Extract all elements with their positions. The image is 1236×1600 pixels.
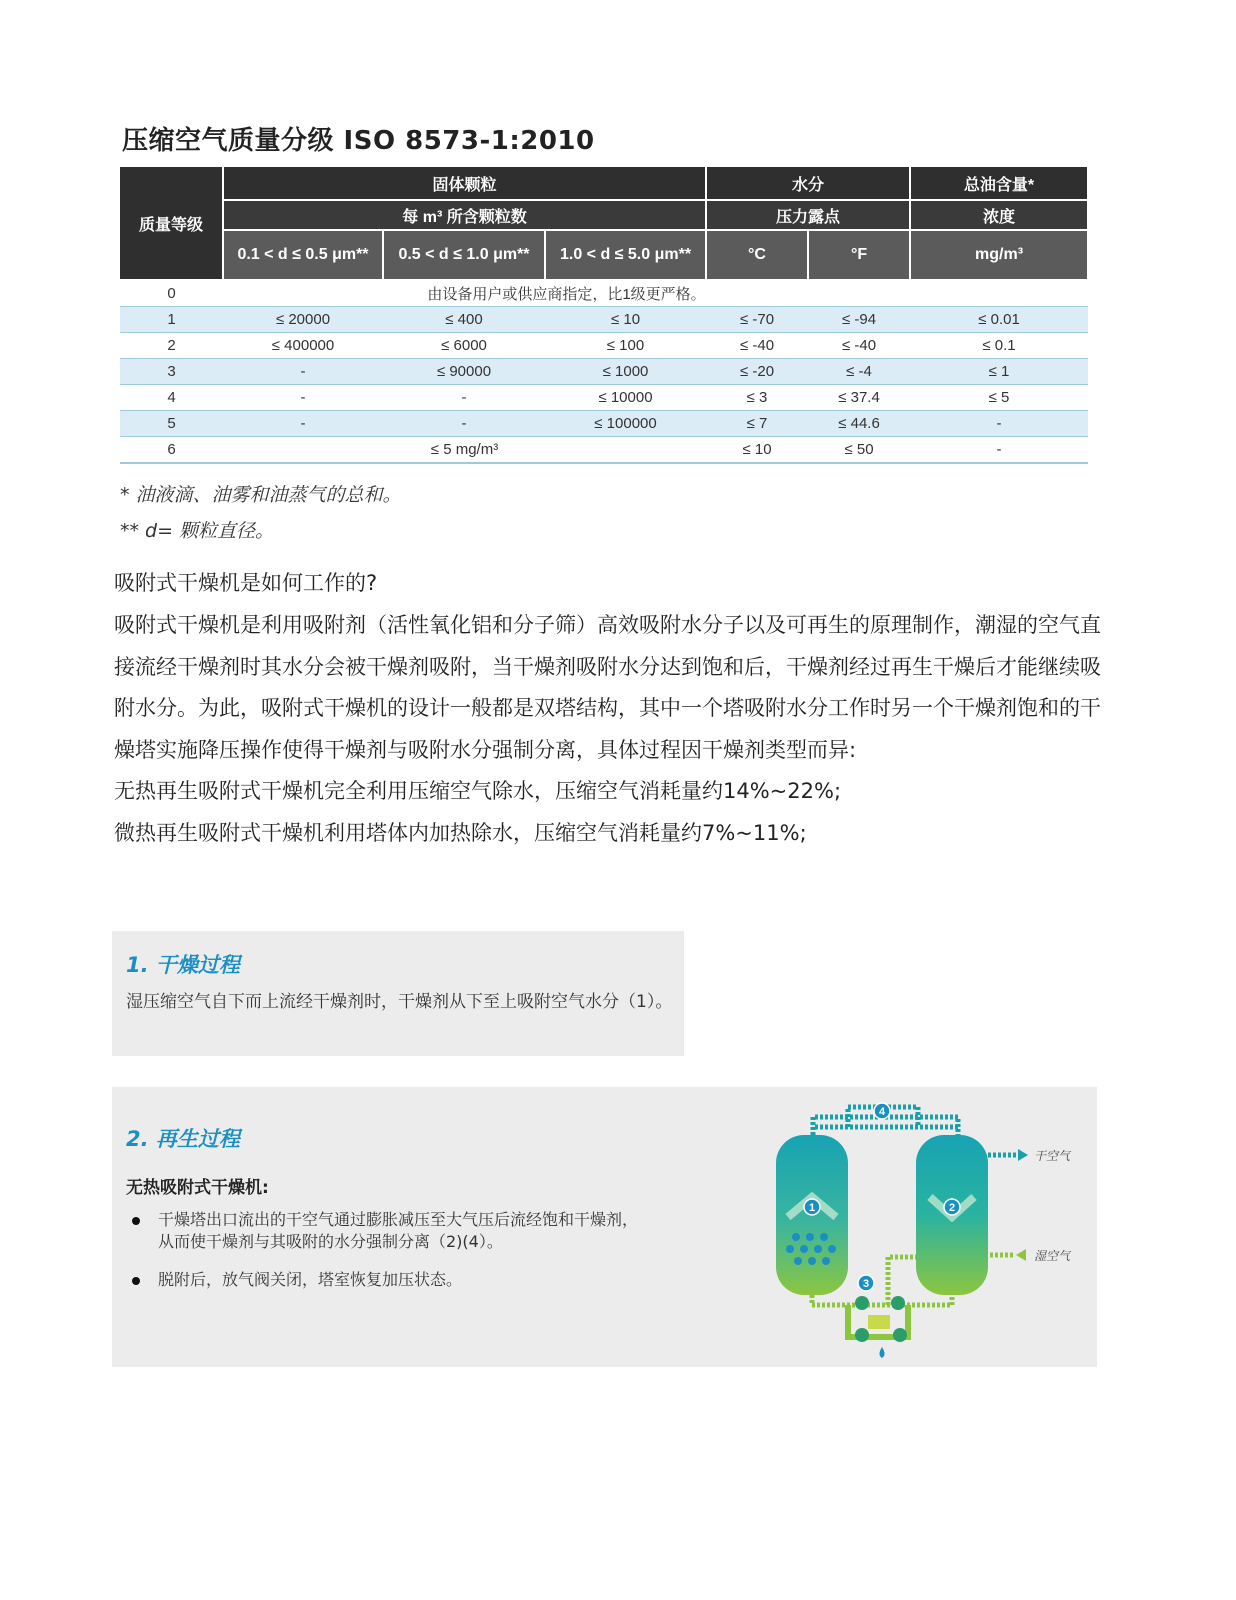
table-cell: - [910, 411, 1088, 437]
wet-air-arrow-icon [1016, 1249, 1026, 1261]
table-row [120, 385, 1088, 411]
table-row [120, 437, 1088, 464]
heatless-line: 无热再生吸附式干燥机完全利用压缩空气除水，压缩空气消耗量约14%~22%; [114, 779, 842, 804]
heated-line: 微热再生吸附式干燥机利用塔体内加热除水，压缩空气消耗量约7%~11%; [114, 820, 807, 845]
list-item-text: 干燥塔出口流出的干空气通过膨胀减压至大气压后流经饱和干燥剂，从而使干燥剂与其吸附的水分强制分离（2)(4）。 [158, 1210, 639, 1251]
bullet-icon [132, 1217, 140, 1225]
badge-4: 4 [878, 1106, 886, 1118]
table-cell: ≤ -70 [706, 307, 808, 333]
grade-cell: 3 [120, 359, 223, 385]
table-cell: ≤ -40 [808, 333, 910, 359]
table-cell: ≤ 10 [545, 307, 706, 333]
list-item [128, 1269, 648, 1291]
valve-icon [891, 1296, 905, 1310]
heatless-dryer-subhead: 无热吸附式干燥机: [126, 1178, 269, 1198]
table-cell: - [383, 411, 545, 437]
grade-cell: 5 [120, 411, 223, 437]
table-cell: - [910, 437, 1088, 464]
table-cell: ≤ 1000 [545, 359, 706, 385]
table-cell: ≤ 400000 [223, 333, 383, 359]
table-cell: - [223, 411, 383, 437]
valve-icon [855, 1328, 869, 1342]
grade0-description: 由设备用户或供应商指定，比1级更严格。 [223, 280, 910, 307]
empty-cell [910, 280, 1088, 307]
table-cell: ≤ 3 [706, 385, 808, 411]
footnote-diameter: ** d= 颗粒直径。 [120, 520, 275, 542]
table-row [120, 359, 1088, 385]
badge-3: 3 [862, 1278, 870, 1290]
grade-cell: 2 [120, 333, 223, 359]
grade-cell: 1 [120, 307, 223, 333]
header-grade: 质量等级 [120, 166, 223, 280]
list-item-text: 脱附后，放气阀关闭，塔室恢复加压状态。 [158, 1270, 463, 1289]
grade6-solid: ≤ 5 mg/m³ [223, 437, 706, 464]
regeneration-steps [128, 1209, 648, 1307]
badge-1: 1 [808, 1202, 816, 1214]
table-cell: - [223, 385, 383, 411]
table-cell: ≤ 100000 [545, 411, 706, 437]
table-cell: ≤ 0.1 [910, 333, 1088, 359]
header-celsius: °C [706, 230, 808, 280]
table-cell: ≤ 400 [383, 307, 545, 333]
valve-block [868, 1315, 890, 1329]
badge-2: 2 [948, 1202, 956, 1214]
table-cell: ≤ 44.6 [808, 411, 910, 437]
table-row [120, 280, 1088, 307]
regeneration-title: 2. 再生过程 [126, 1127, 240, 1151]
grade-cell: 6 [120, 437, 223, 464]
table-cell: - [223, 359, 383, 385]
header-concentration: 浓度 [910, 200, 1088, 230]
table-row [120, 307, 1088, 333]
table-cell: ≤ 37.4 [808, 385, 910, 411]
footnote-oil: * 油液滴、油雾和油蒸气的总和。 [120, 484, 402, 506]
table-cell: ≤ 100 [545, 333, 706, 359]
body-paragraph [114, 605, 1104, 855]
header-particle-size-2: 0.5 < d ≤ 1.0 μm** [383, 230, 545, 280]
table-cell: ≤ 1 [910, 359, 1088, 385]
header-mg-per-m3: mg/m³ [910, 230, 1088, 280]
header-particle-count: 每 m³ 所含颗粒数 [223, 200, 706, 230]
header-fahrenheit: °F [808, 230, 910, 280]
table-cell: ≤ 10 [706, 437, 808, 464]
drying-process-title: 1. 干燥过程 [126, 953, 240, 977]
top-pipe-lower [813, 1127, 958, 1135]
table-cell: ≤ 6000 [383, 333, 545, 359]
valve-icon [893, 1328, 907, 1342]
dry-air-arrow-icon [1018, 1149, 1028, 1161]
twin-tower-dryer-diagram [758, 1097, 1088, 1362]
drying-process-panel [112, 931, 684, 1056]
table-cell: ≤ -4 [808, 359, 910, 385]
list-item [128, 1209, 648, 1253]
table-cell: ≤ 90000 [383, 359, 545, 385]
drying-process-text: 湿压缩空气自下而上流经干燥剂时，干燥剂从下至上吸附空气水分（1）。 [126, 992, 673, 1012]
table-cell: ≤ 5 [910, 385, 1088, 411]
condensate-drop-icon [880, 1347, 885, 1358]
section-question: 吸附式干燥机是如何工作的? [114, 571, 378, 595]
valve-icon [855, 1296, 869, 1310]
wet-air-label: 湿空气 [1034, 1249, 1071, 1263]
table-cell: ≤ 0.01 [910, 307, 1088, 333]
body-text: 吸附式干燥机是利用吸附剂（活性氧化铝和分子筛）高效吸附水分子以及可再生的原理制作，潮湿的空气直接流经干燥剂时其水分会被干燥剂吸附，当干燥剂吸附水分达到饱和后，干燥剂经过再生干燥后才能继续吸附水分。为此，吸附式干燥机的设计一般都是双塔结构，其中一个塔吸附水分工作时另一个干燥剂饱和的干燥塔实施降压操作使得干燥剂与吸附水分强制分离，具体过程因干燥剂类型而异: [114, 613, 1101, 762]
table-cell: ≤ 7 [706, 411, 808, 437]
table-cell: ≤ 50 [808, 437, 910, 464]
dry-air-label: 干空气 [1034, 1149, 1071, 1163]
table-cell: - [383, 385, 545, 411]
grade-cell: 0 [120, 280, 223, 307]
table-cell: ≤ 20000 [223, 307, 383, 333]
bottom-pipe [812, 1295, 952, 1305]
table-cell: ≤ -40 [706, 333, 808, 359]
iso-quality-table [120, 165, 1089, 464]
table-cell: ≤ -20 [706, 359, 808, 385]
table-row [120, 411, 1088, 437]
table-cell: ≤ 10000 [545, 385, 706, 411]
header-oil: 总油含量* [910, 166, 1088, 200]
header-particle-size-1: 0.1 < d ≤ 0.5 μm** [223, 230, 383, 280]
grade-cell: 4 [120, 385, 223, 411]
bullet-icon [132, 1277, 140, 1285]
header-solid-particles: 固体颗粒 [223, 166, 706, 200]
header-dew-point: 压力露点 [706, 200, 910, 230]
table-row [120, 333, 1088, 359]
header-particle-size-3: 1.0 < d ≤ 5.0 μm** [545, 230, 706, 280]
header-water: 水分 [706, 166, 910, 200]
table-cell: ≤ -94 [808, 307, 910, 333]
document-title: 压缩空气质量分级 ISO 8573-1:2010 [122, 126, 595, 156]
